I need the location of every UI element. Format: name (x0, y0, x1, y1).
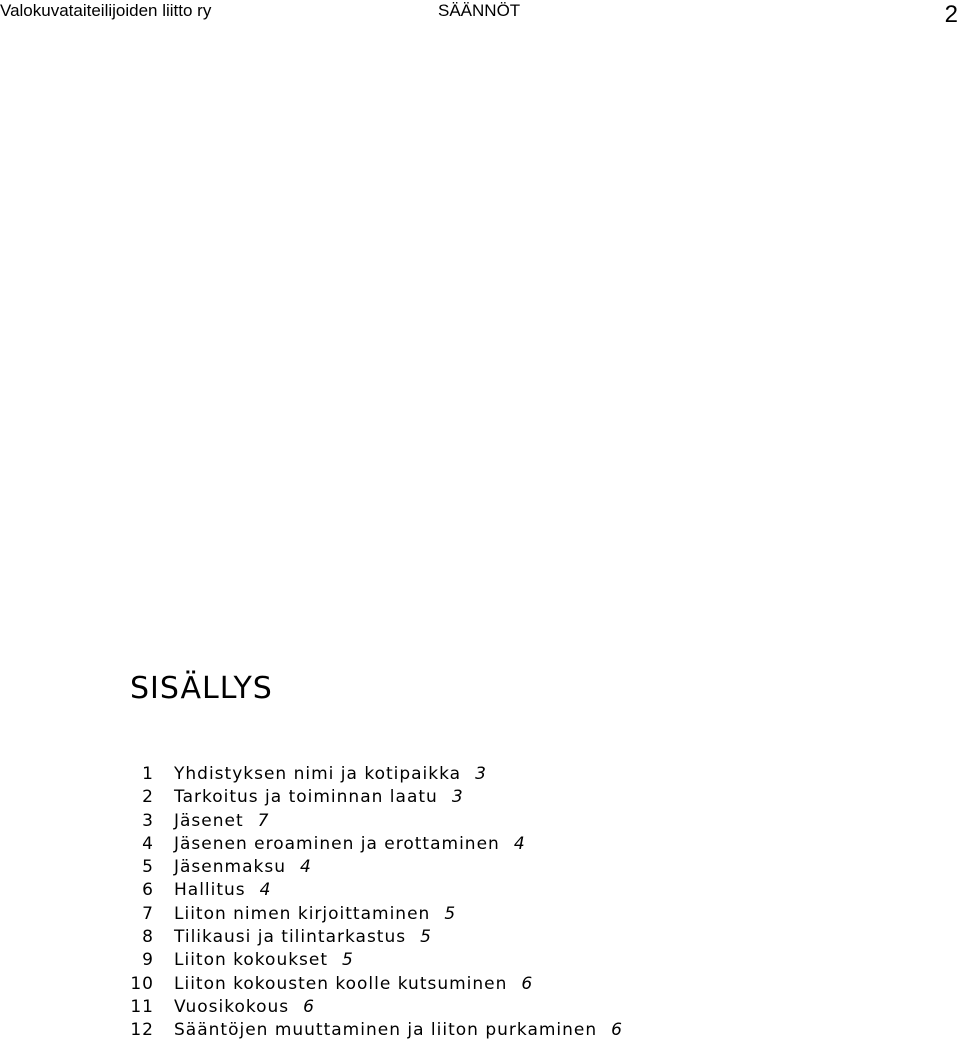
toc-item-title: Jäsenen eroaminen ja erottaminen (174, 833, 500, 854)
toc-item-page: 6 (611, 1020, 623, 1041)
toc-item-title: Liiton kokoukset (174, 950, 329, 971)
toc-item-page: 5 (342, 950, 354, 971)
toc-item-title: Liiton kokousten koolle kutsuminen (174, 973, 508, 994)
toc-item-page: 4 (259, 880, 272, 901)
toc-item (120, 786, 623, 809)
toc-item-page: 3 (451, 787, 464, 808)
toc-item-title: Jäsenmaksu (174, 857, 286, 878)
toc-item-title: Hallitus (174, 880, 246, 901)
toc-item-number: 7 (142, 903, 154, 924)
toc-item-title: Tarkoitus ja toiminnan laatu (174, 787, 438, 808)
toc-item-title: Tilikausi ja tilintarkastus (174, 927, 407, 948)
toc-item-page: 7 (257, 810, 270, 831)
toc-item-page: 6 (303, 996, 315, 1017)
toc-item (120, 996, 623, 1019)
toc-item-number: 3 (142, 810, 154, 831)
header-page-number: 2 (944, 1, 958, 28)
toc-item (120, 1019, 623, 1042)
toc-list (120, 763, 623, 1043)
toc-item (120, 833, 623, 856)
toc-item (120, 763, 623, 786)
toc-item-number: 12 (130, 1020, 154, 1041)
toc-item (120, 810, 623, 833)
toc-item-page: 5 (444, 903, 457, 924)
toc-item-number: 4 (142, 833, 154, 854)
toc-item-title: Liiton nimen kirjoittaminen (174, 903, 431, 924)
toc-item-title: Sääntöjen muuttaminen ja liiton purkaminen (174, 1020, 598, 1041)
toc-item-page: 5 (420, 927, 432, 948)
toc-item-page: 3 (475, 764, 487, 784)
running-header (0, 0, 960, 30)
toc-item-page: 4 (299, 857, 312, 878)
toc-item-number: 8 (142, 927, 154, 948)
toc-item (120, 903, 623, 926)
toc-title: SISÄLLYS (130, 671, 273, 706)
toc-item (120, 973, 623, 996)
header-section-title: SÄÄNNÖT (438, 1, 521, 20)
toc-item-number: 6 (142, 880, 154, 901)
toc-item-number: 11 (130, 996, 154, 1017)
header-organization: Valokuvataiteilijoiden liitto ry (0, 1, 212, 20)
toc-item (120, 856, 623, 879)
toc-item-number: 9 (142, 950, 154, 971)
toc-item-number: 2 (142, 787, 154, 808)
toc-item (120, 949, 623, 972)
toc-item-number: 10 (130, 973, 154, 994)
toc-item (120, 926, 623, 949)
toc-item-page: 6 (521, 973, 534, 994)
toc-item-title: Jäsenet (174, 810, 244, 831)
toc-item-title: Vuosikokous (174, 996, 290, 1017)
toc-item-page: 4 (513, 833, 526, 854)
toc-item-number: 1 (142, 764, 154, 784)
toc-item-number: 5 (142, 857, 154, 878)
toc-item (120, 879, 623, 902)
toc-item-title: Yhdistyksen nimi ja kotipaikka (174, 764, 462, 784)
